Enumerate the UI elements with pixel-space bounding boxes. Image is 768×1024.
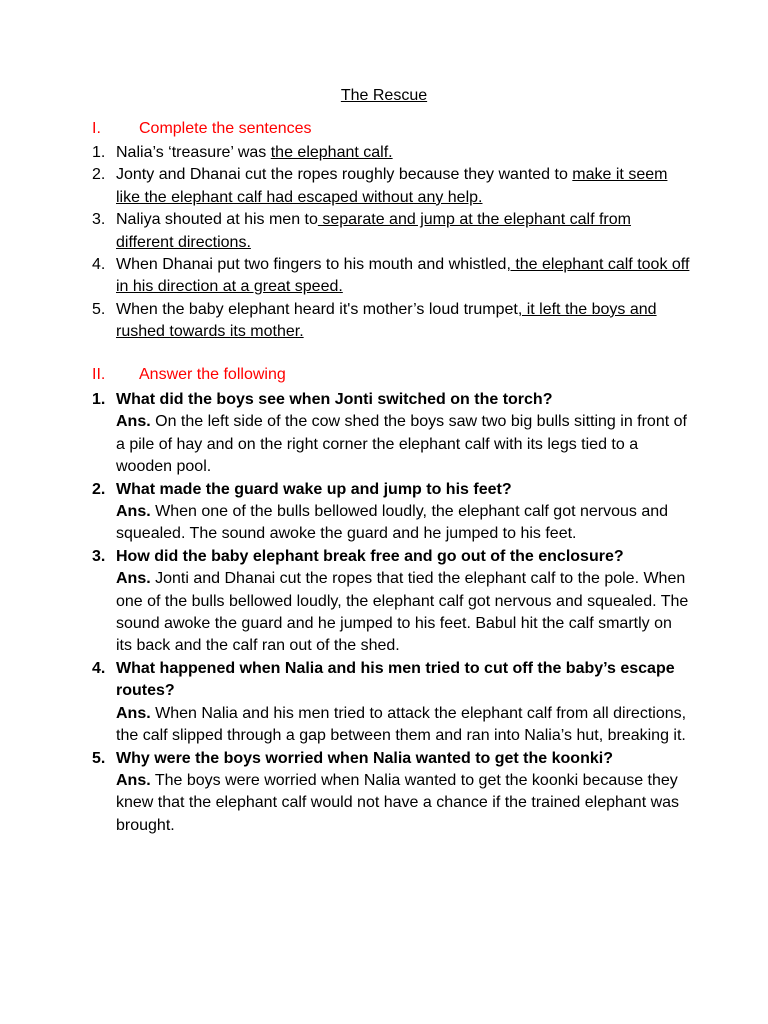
answer-text: When one of the bulls bellowed loudly, the elephant calf got nervous and squealed. The sound awoke the guard and he jumped to his feet. bbox=[116, 503, 669, 543]
item-number: 3. bbox=[92, 211, 106, 229]
ans-label: Ans. bbox=[116, 413, 151, 431]
item-number: 4. bbox=[92, 256, 106, 274]
list-item bbox=[92, 209, 692, 254]
ans-label: Ans. bbox=[116, 503, 151, 521]
item-text: When Dhanai put two fingers to his mouth and whistled bbox=[116, 256, 507, 274]
item-number: 1. bbox=[92, 144, 106, 161]
question-item bbox=[92, 658, 692, 748]
item-number: 3. bbox=[92, 547, 106, 565]
item-text: Nalia’s ‘treasure’ was bbox=[116, 144, 271, 161]
section-2-title: Answer the following bbox=[139, 366, 286, 383]
section-1-number: I. bbox=[92, 120, 101, 137]
page-title: The Rescue bbox=[340, 87, 428, 104]
question-item bbox=[92, 389, 692, 479]
section-2-number: II. bbox=[92, 366, 106, 383]
question-text: Why were the boys worried when Nalia wanted to get the koonki? bbox=[116, 749, 613, 767]
item-text: When the baby elephant heard it's mother’s loud trumpet bbox=[116, 300, 518, 318]
section-2-heading bbox=[92, 366, 286, 384]
item-text: Jonty and Dhanai cut the ropes roughly because they wanted to bbox=[116, 166, 573, 184]
answer-text: Jonti and Dhanai cut the ropes that tied the elephant calf to the pole. When one of the bulls bellowed loudly, the elephant calf got nervous and squealed. The sound awoke the guard and he jumped to his feet. Babul hit the calf smartly on its back and the calf ran out of the shed. bbox=[116, 570, 689, 655]
item-answer: separate and jump at the elephant calf from different directions. bbox=[116, 211, 631, 251]
answer-text: On the left side of the cow shed the boys saw two big bulls sitting in front of a pile of hay and on the right corner the elephant calf with its legs tied to a wooden pool. bbox=[116, 413, 687, 476]
item-text: Naliya shouted at his men to bbox=[116, 211, 318, 229]
question-text: What made the guard wake up and jump to his feet? bbox=[116, 480, 512, 498]
item-number: 2. bbox=[92, 480, 106, 498]
question-text: How did the baby elephant break free and go out of the enclosure? bbox=[116, 547, 624, 565]
item-number: 5. bbox=[92, 300, 106, 318]
item-answer: the elephant calf. bbox=[270, 144, 393, 161]
item-number: 1. bbox=[92, 391, 106, 408]
question-list bbox=[92, 389, 692, 837]
ans-label: Ans. bbox=[116, 570, 151, 588]
item-number: 2. bbox=[92, 166, 106, 184]
ans-label: Ans. bbox=[116, 771, 151, 789]
question-item bbox=[92, 479, 692, 546]
answer-text: The boys were worried when Nalia wanted to get the koonki because they knew that the elephant calf would not have a chance if the trained elephant was brought. bbox=[116, 771, 680, 834]
question-text: What happened when Nalia and his men tried to cut off the baby’s escape routes? bbox=[116, 659, 675, 700]
list-item bbox=[92, 299, 692, 344]
sentence-list bbox=[92, 142, 692, 344]
section-1-title: Complete the sentences bbox=[139, 120, 312, 137]
item-answer: , the elephant calf took off in his direction at a great speed. bbox=[116, 256, 690, 296]
section-1-heading bbox=[92, 120, 312, 138]
ans-label: Ans. bbox=[116, 704, 151, 722]
list-item bbox=[92, 142, 692, 164]
question-item bbox=[92, 748, 692, 838]
question-text: What did the boys see when Jonti switched on the torch? bbox=[116, 391, 553, 408]
list-item bbox=[92, 164, 692, 209]
item-answer: , it left the boys and rushed towards its mother. bbox=[116, 300, 657, 341]
item-number: 5. bbox=[92, 749, 106, 767]
answer-text: When Nalia and his men tried to attack the elephant calf from all directions, the calf slipped through a gap between them and ran into Nalia’s hut, breaking it. bbox=[116, 704, 687, 745]
item-answer: make it seem like the elephant calf had escaped without any help. bbox=[116, 166, 668, 206]
item-number: 4. bbox=[92, 659, 106, 677]
list-item bbox=[92, 254, 692, 299]
question-item bbox=[92, 546, 692, 658]
